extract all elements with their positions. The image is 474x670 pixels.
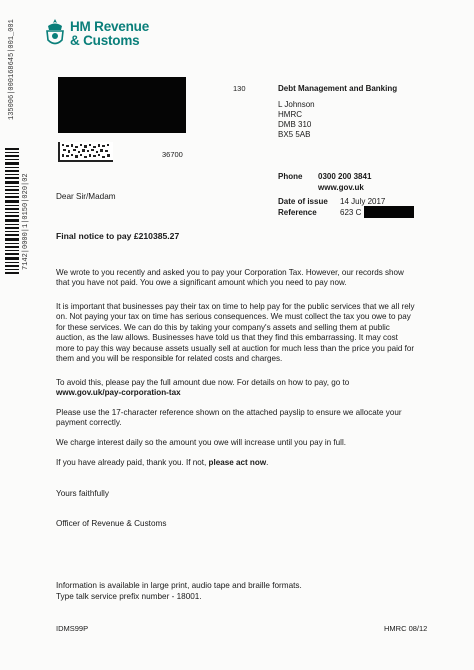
pay-corporation-tax-link[interactable]: www.gov.uk/pay-corporation-tax xyxy=(56,388,181,398)
website-value: www.gov.uk xyxy=(318,183,364,192)
body-paragraph-act-now xyxy=(56,458,416,468)
code-130: 130 xyxy=(233,84,246,93)
phone-label: Phone xyxy=(278,172,303,181)
body-paragraph: We wrote to you recently and asked you to pay your Corporation Tax. However, our records show that you have not paid. You owe a significant amount which you need to pay now. xyxy=(56,268,404,288)
form-code-right: HMRC 08/12 xyxy=(384,624,428,633)
salutation: Dear Sir/Madam xyxy=(56,192,116,201)
accessibility-info: Information is available in large print, audio tape and braille formats. xyxy=(56,581,302,590)
datamatrix-code xyxy=(58,142,113,162)
body-text: If you have already paid, thank you. If not, xyxy=(56,458,207,467)
logo-text-line1: HM Revenue xyxy=(70,19,150,34)
sender-address-line: HMRC xyxy=(278,110,302,119)
reference-label: Reference xyxy=(278,208,317,217)
sender-department: Debt Management and Banking xyxy=(278,84,398,93)
body-text: . xyxy=(266,458,269,467)
notice-headline: Final notice to pay £210385.27 xyxy=(56,231,180,241)
side-barcode xyxy=(5,148,19,276)
body-paragraph-payment-link xyxy=(56,378,416,399)
form-code-left: IDMS99P xyxy=(56,624,89,633)
side-reference-code: 135006|000168645|001_001 xyxy=(8,19,16,120)
date-of-issue-value: 14 July 2017 xyxy=(340,197,386,206)
phone-value: 0300 200 3841 xyxy=(318,172,372,181)
redacted-recipient-address xyxy=(58,77,186,133)
reference-value: 623 C xyxy=(340,208,362,217)
body-paragraph: We charge interest daily so the amount you owe will increase until you pay in full. xyxy=(56,438,347,447)
sender-address-line: BX5 5AB xyxy=(278,130,311,139)
logo-text-line2: & Customs xyxy=(70,33,140,48)
hmrc-logo xyxy=(44,18,204,52)
barcode-number: 7142|0000|1|0150|020|02 xyxy=(22,173,30,270)
crown-crest-icon xyxy=(44,18,66,48)
body-paragraph: It is important that businesses pay their tax on time to help pay for the public services that we all rely on. Not paying your tax on time has serious consequences. We must collect the tax you owe to pay for these services. We can do this by taking your company's assets and selling them at public auction, as the law allows. Businesses have told us that they find this embarrassing. It may cost more to pay this way because assets usually sell at auction for much less than the price you paid for them and you will be responsible for related costs and charges. xyxy=(56,302,415,364)
redacted-reference xyxy=(364,206,414,218)
signoff: Officer of Revenue & Customs xyxy=(56,519,167,528)
code-36700: 36700 xyxy=(162,150,183,159)
act-now-text: please act now xyxy=(208,458,267,467)
typetalk-info: Type talk service prefix number - 18001. xyxy=(56,592,202,601)
closing: Yours faithfully xyxy=(56,489,109,498)
body-paragraph: Please use the 17-character reference shown on the attached payslip to ensure we allocate your payment correctly. xyxy=(56,408,402,428)
sender-address xyxy=(278,100,315,140)
body-text: To avoid this, please pay the full amount due now. For details on how to pay, go to xyxy=(56,378,350,387)
sender-address-line: DMB 310 xyxy=(278,120,312,129)
date-of-issue-label: Date of issue xyxy=(278,197,328,206)
sender-address-line: L Johnson xyxy=(278,100,315,109)
